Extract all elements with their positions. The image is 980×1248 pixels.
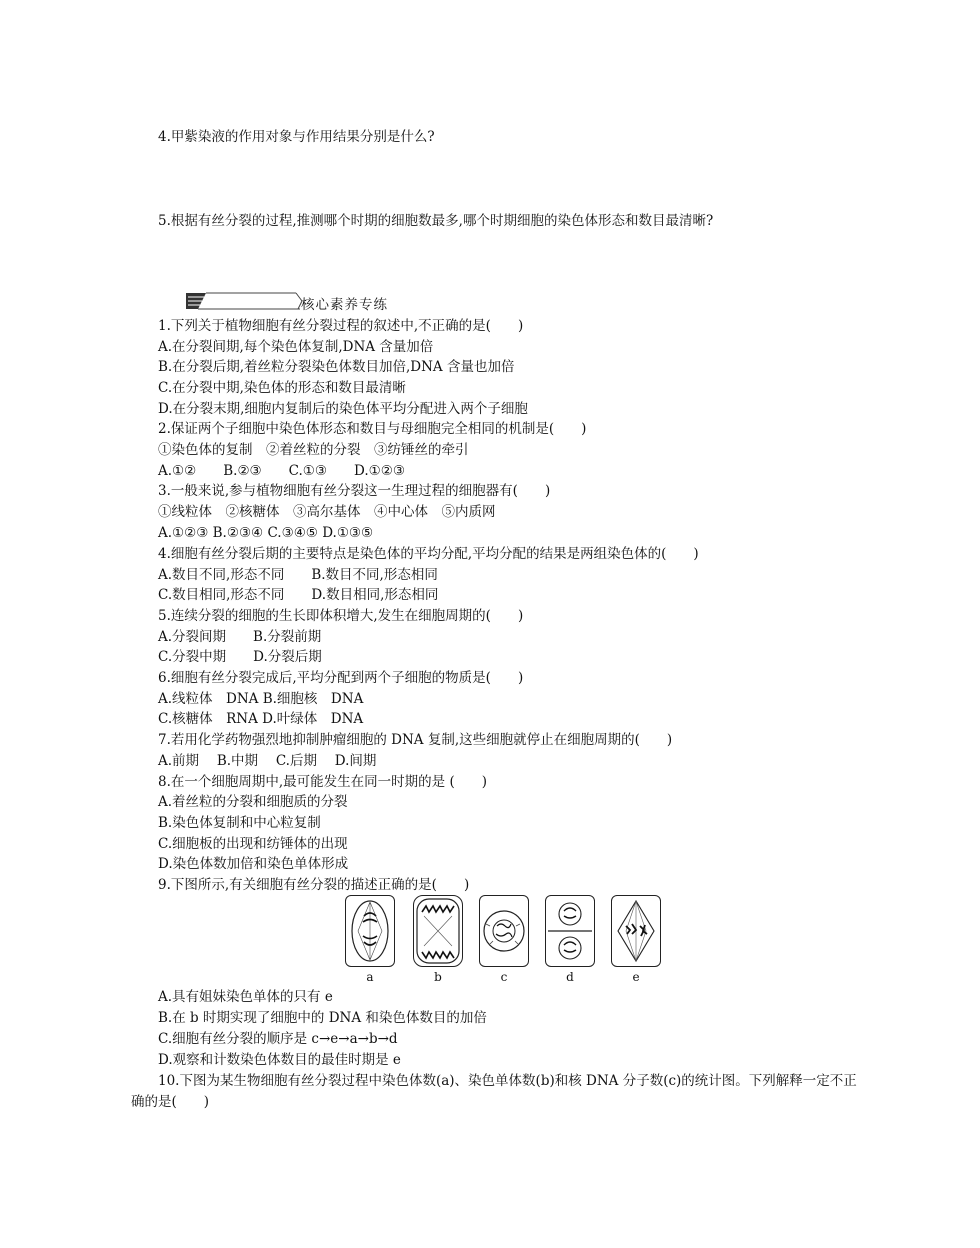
question-line: B.染色体复制和中心粒复制 — [158, 815, 321, 831]
question-line: A.线粒体 DNA B.细胞核 DNA — [158, 691, 364, 707]
question-line: A.在分裂间期,每个染色体复制,DNA 含量加倍 — [158, 339, 434, 355]
question-line: 1.下列关于植物细胞有丝分裂过程的叙述中,不正确的是( ) — [158, 318, 524, 334]
question-line: A.着丝粒的分裂和细胞质的分裂 — [158, 794, 348, 810]
question-line: B.在分裂后期,着丝粒分裂染色体数目加倍,DNA 含量也加倍 — [158, 359, 515, 375]
mitosis-figure — [345, 895, 665, 985]
pre-question-5: 5.根据有丝分裂的过程,推测哪个时期的细胞数最多,哪个时期细胞的染色体形态和数目最清晰? — [158, 213, 714, 229]
question-line: A.数目不同,形态不同 B.数目不同,形态相同 — [158, 567, 438, 583]
question-line: C.分裂中期 D.分裂后期 — [158, 649, 322, 665]
question-line: 2.保证两个子细胞中染色体形态和数目与母细胞完全相同的机制是( ) — [158, 421, 587, 437]
question-line: ①染色体的复制 ②着丝粒的分裂 ③纺锤丝的牵引 — [158, 442, 469, 458]
figure-label-a: a — [366, 970, 374, 984]
cell-diagram-d — [545, 895, 595, 967]
question-line: 4.细胞有丝分裂后期的主要特点是染色体的平均分配,平均分配的结果是两组染色体的( ) — [158, 546, 699, 562]
question-line: 3.一般来说,参与植物细胞有丝分裂这一生理过程的细胞器有( ) — [158, 483, 551, 499]
question-line: 5.连续分裂的细胞的生长即体积增大,发生在细胞周期的( ) — [158, 608, 524, 624]
figure-label-d: d — [566, 970, 574, 984]
question-line: 6.细胞有丝分裂完成后,平均分配到两个子细胞的物质是( ) — [158, 670, 524, 686]
figure-label-e: e — [632, 970, 640, 984]
question-10-line1: 10.下图为某生物细胞有丝分裂过程中染色体数(a)、染色单体数(b)和核 DNA 分子数(c)的统计图。下列解释一定不正 — [158, 1073, 857, 1089]
q9-option-d: D.观察和计数染色体数目的最佳时期是 e — [158, 1052, 401, 1068]
cell-diagram-e — [611, 895, 661, 967]
section-title: 核心素养专练 — [301, 297, 388, 313]
question-line: D.在分裂末期,细胞内复制后的染色体平均分配进入两个子细胞 — [158, 401, 528, 417]
question-line: A.①②③ B.②③④ C.③④⑤ D.①③⑤ — [158, 525, 374, 541]
question-line: 8.在一个细胞周期中,最可能发生在同一时期的是 ( ) — [158, 774, 487, 790]
question-line: C.在分裂中期,染色体的形态和数目最清晰 — [158, 380, 406, 396]
cell-diagram-b — [413, 895, 463, 967]
question-10-line2: 确的是( ) — [131, 1094, 210, 1110]
question-line: C.细胞板的出现和纺锤体的出现 — [158, 836, 348, 852]
cell-diagram-c — [479, 895, 529, 967]
question-line: 9.下图所示,有关细胞有丝分裂的描述正确的是( ) — [158, 877, 470, 893]
question-line: ①线粒体 ②核糖体 ③高尔基体 ④中心体 ⑤内质网 — [158, 504, 496, 520]
question-line: A.①② B.②③ C.①③ D.①②③ — [158, 463, 405, 479]
cell-diagram-a — [345, 895, 395, 967]
q9-option-a: A.具有姐妹染色单体的只有 e — [158, 989, 333, 1005]
question-line: A.分裂间期 B.分裂前期 — [158, 629, 322, 645]
q9-option-b: B.在 b 时期实现了细胞中的 DNA 和染色体数目的加倍 — [158, 1010, 487, 1026]
question-line: C.数目相同,形态不同 D.数目相同,形态相同 — [158, 587, 439, 603]
question-line: 7.若用化学药物强烈地抑制肿瘤细胞的 DNA 复制,这些细胞就停止在细胞周期的( ) — [158, 732, 673, 748]
q9-option-c: C.细胞有丝分裂的顺序是 c→e→a→b→d — [158, 1031, 398, 1047]
figure-label-b: b — [434, 970, 442, 984]
figure-label-c: c — [500, 970, 508, 984]
question-line: A.前期 B.中期 C.后期 D.间期 — [158, 753, 377, 769]
question-line: D.染色体数加倍和染色单体形成 — [158, 856, 349, 872]
question-line: C.核糖体 RNA D.叶绿体 DNA — [158, 711, 364, 727]
pre-question-4: 4.甲紫染液的作用对象与作用结果分别是什么? — [158, 129, 435, 145]
